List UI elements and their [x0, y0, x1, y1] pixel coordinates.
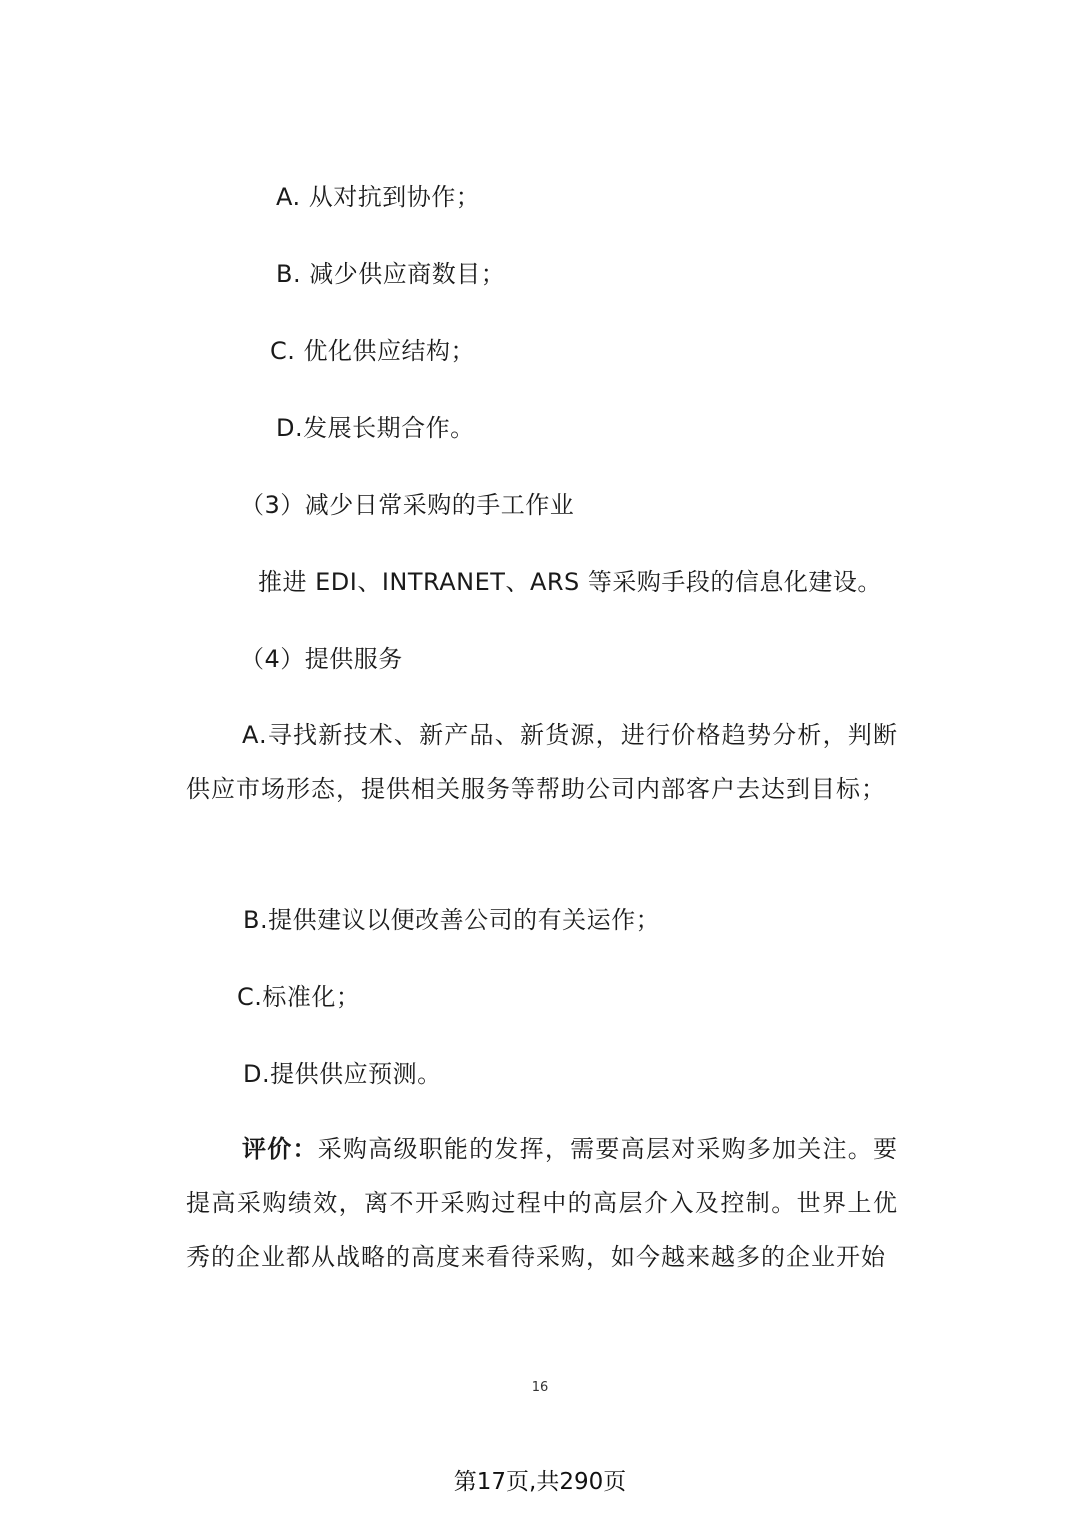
page-number: 16: [531, 1380, 549, 1395]
section4-item-d: D.提供供应预测。: [243, 1060, 442, 1088]
section4-item-a: A.寻找新技术、新产品、新货源，进行价格趋势分析，判断供应市场形态，提供相关服务等帮助公司内部客户去达到目标；: [186, 721, 898, 803]
list-item-c: C. 优化供应结构；: [270, 337, 476, 365]
evaluation-text: 采购高级职能的发挥，需要高层对采购多加关注。要提高采购绩效，离不开采购过程中的高层介入及控制。世界上优秀的企业都从战略的高度来看待采购，如今越来越多的企业开始: [186, 1135, 899, 1271]
list-item-d: D.发展长期合作。: [276, 414, 475, 442]
evaluation-paragraph: [186, 1122, 898, 1284]
page-footer: 第17页,共290页: [453, 1469, 627, 1495]
evaluation-label: 评价：: [242, 1135, 318, 1163]
section3-body: 推进 EDI、INTRANET、ARS 等采购手段的信息化建设。: [258, 568, 882, 596]
section4-heading: （4）提供服务: [240, 645, 403, 673]
section4-item-c: C.标准化；: [237, 983, 361, 1011]
section4-item-b: B.提供建议以便改善公司的有关运作；: [243, 906, 661, 934]
section3-heading: （3）减少日常采购的手工作业: [240, 491, 575, 519]
list-item-a: A. 从对抗到协作；: [276, 183, 481, 211]
list-item-b: B. 减少供应商数目；: [276, 260, 506, 288]
